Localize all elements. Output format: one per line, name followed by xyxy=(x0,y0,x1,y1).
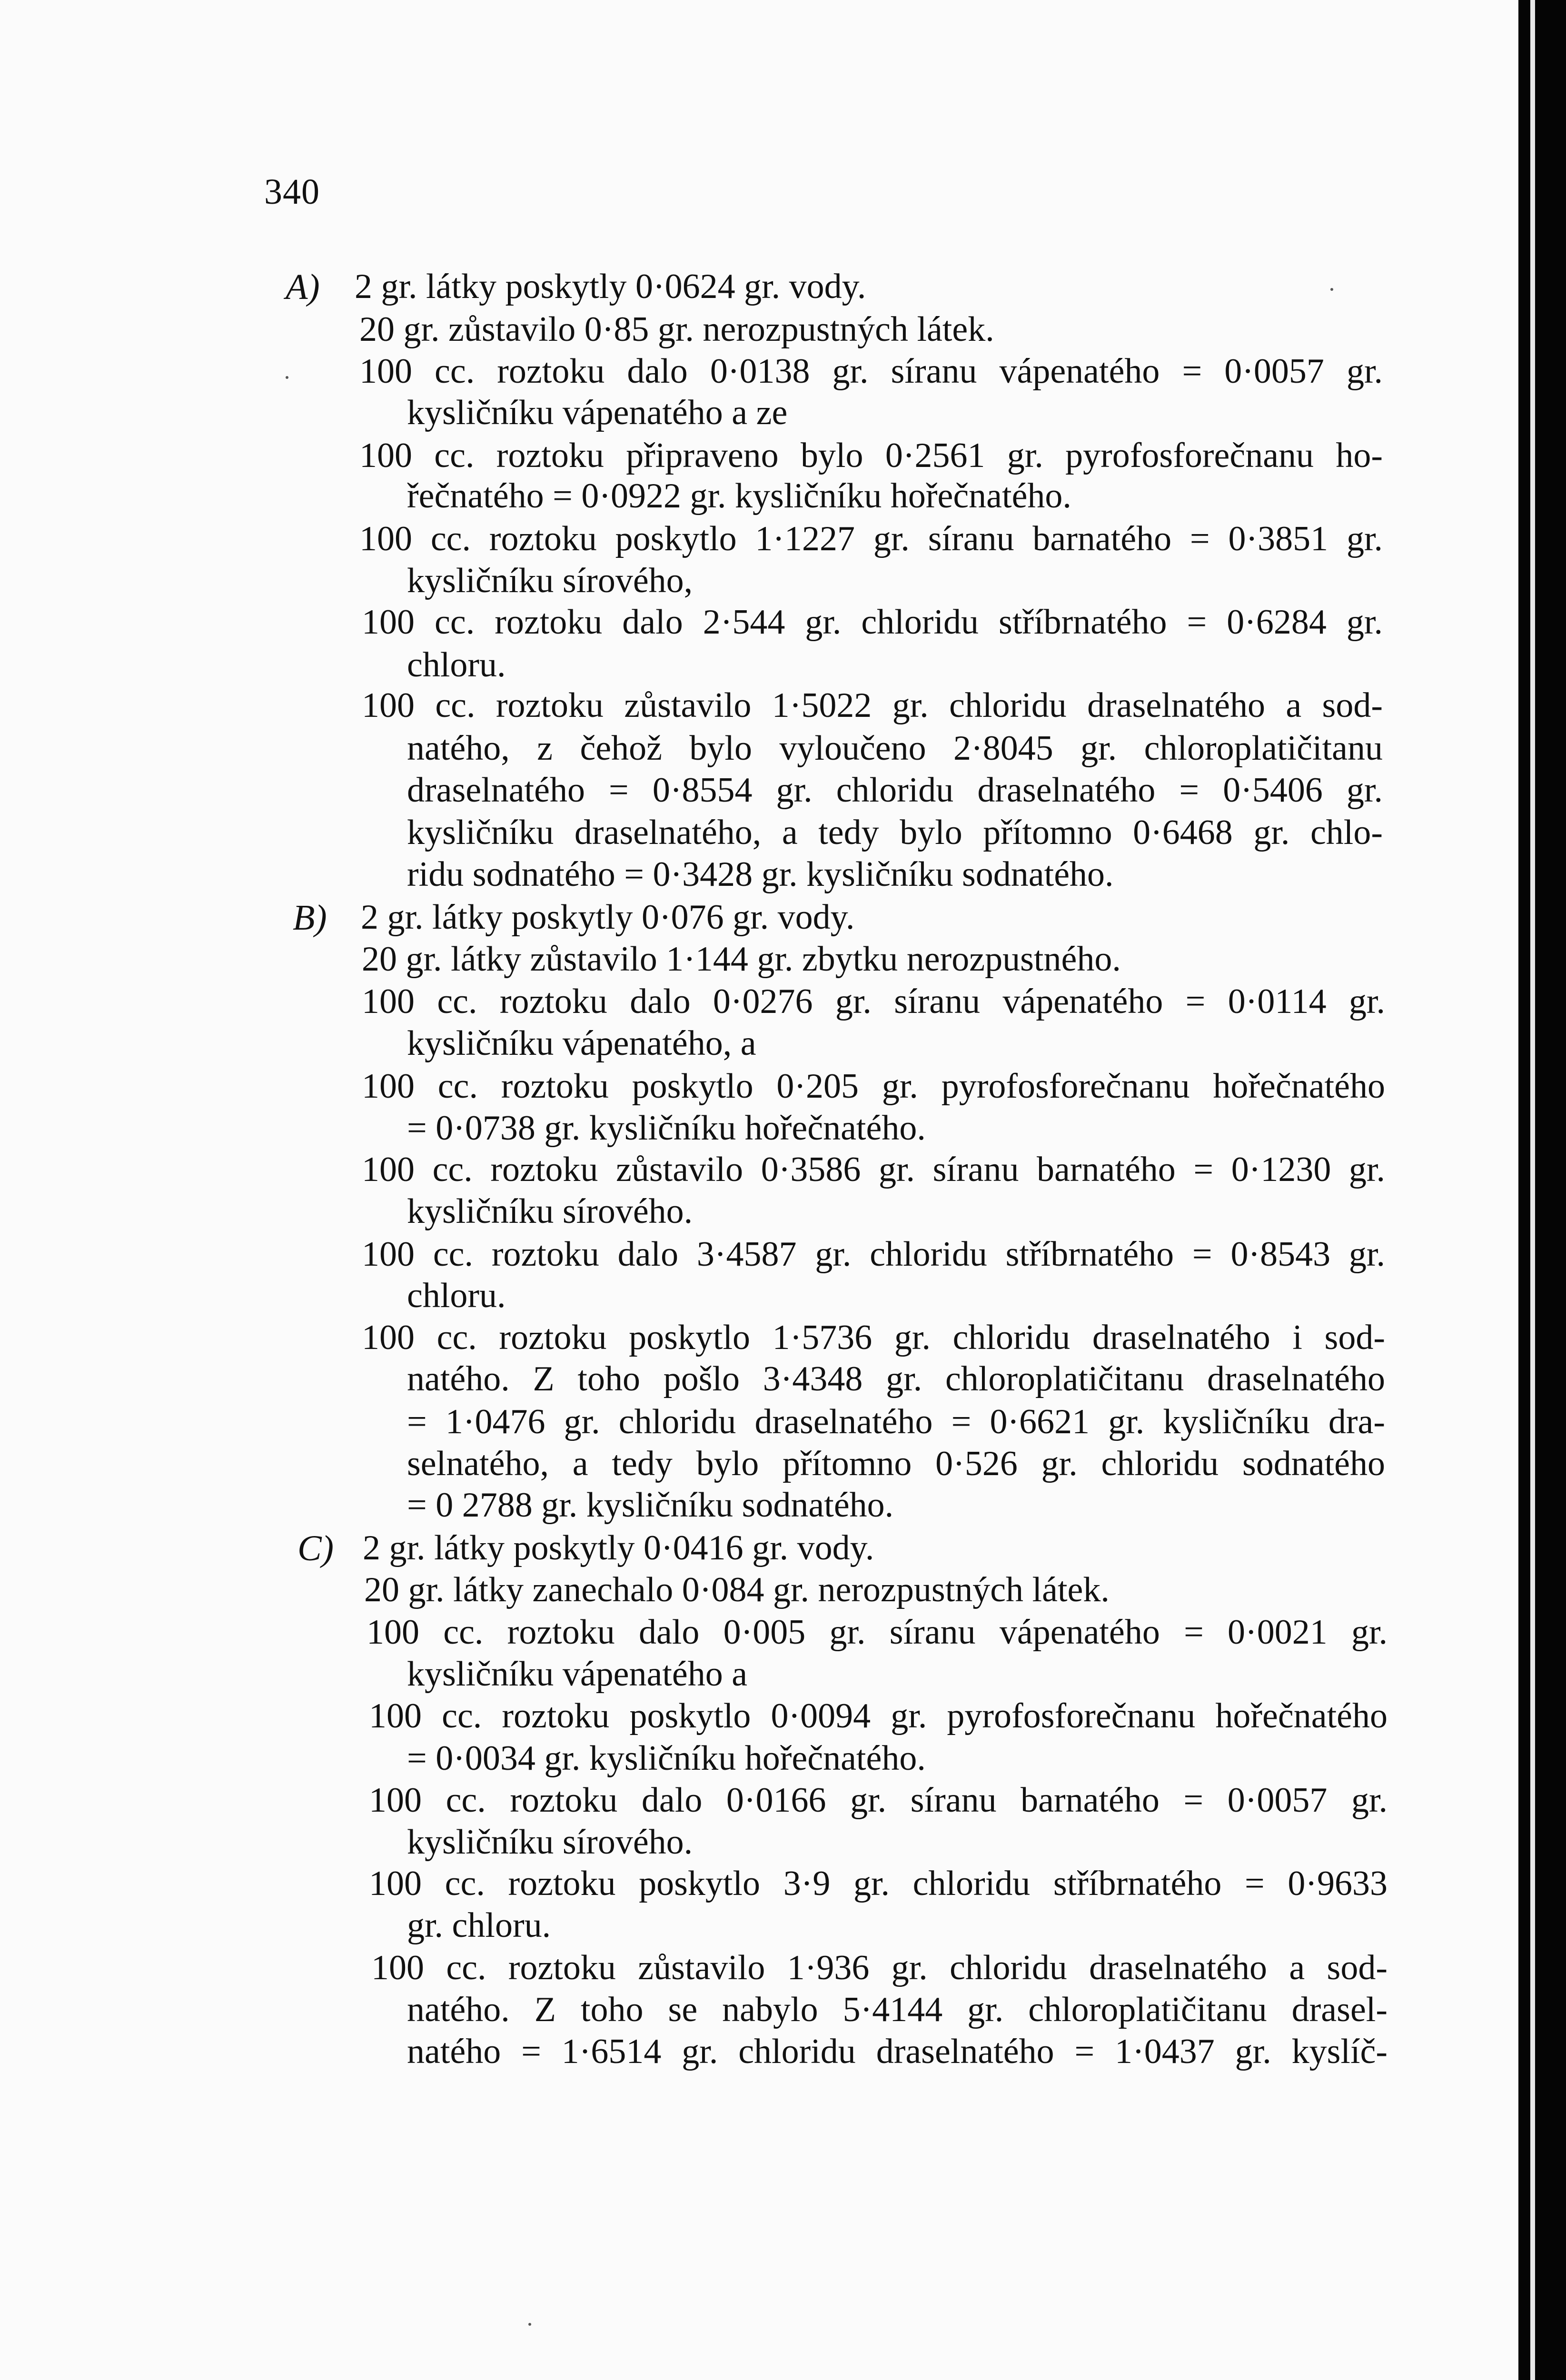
text-line: 100 cc. roztoku dalo 0·0276 gr. síranu vápenatého = 0·0114 gr. xyxy=(362,982,1385,1021)
page-number: 340 xyxy=(264,172,320,212)
text-line: kysličníku sírového. xyxy=(407,1192,693,1231)
text-line: 100 cc. roztoku poskytlo 3·9 gr. chloridu stříbrnatého = 0·9633 xyxy=(369,1864,1388,1903)
text-line: 100 cc. roztoku poskytlo 0·0094 gr. pyrofosforečnanu hořečnatého xyxy=(369,1696,1388,1735)
text-line: chloru. xyxy=(407,645,506,684)
print-speck xyxy=(286,376,288,379)
text-line: kysličníku vápenatého a ze xyxy=(407,393,788,432)
text-line: 100 cc. roztoku dalo 0·0138 gr. síranu vápenatého = 0·0057 gr. xyxy=(359,352,1383,391)
text-line: natého = 1·6514 gr. chloridu draselnatého = 1·0437 gr. kyslíč- xyxy=(407,2032,1388,2071)
section-label-b: B) xyxy=(293,898,327,938)
print-speck xyxy=(1330,288,1333,291)
text-line: natého. Z toho se nabylo 5·4144 gr. chloroplatičitanu drasel- xyxy=(407,1990,1388,2029)
text-line: = 0·0034 gr. kysličníku hořečnatého. xyxy=(407,1739,926,1778)
text-line: 100 cc. roztoku zůstavilo 1·5022 gr. chloridu draselnatého a sod- xyxy=(362,686,1383,725)
text-line: 100 cc. roztoku poskytlo 1·5736 gr. chloridu draselnatého i sod- xyxy=(362,1318,1385,1357)
text-line: = 0 2788 gr. kysličníku sodnatého. xyxy=(407,1486,894,1525)
text-line: řečnatého = 0·0922 gr. kysličníku hořečnatého. xyxy=(407,476,1071,516)
text-line: = 1·0476 gr. chloridu draselnatého = 0·6621 gr. kysličníku dra- xyxy=(407,1402,1385,1441)
text-line: kysličníku draselnatého, a tedy bylo přítomno 0·6468 gr. chlo- xyxy=(407,813,1383,852)
text-line: 100 cc. roztoku dalo 3·4587 gr. chloridu stříbrnatého = 0·8543 gr. xyxy=(362,1235,1385,1274)
scan-edge xyxy=(1518,0,1566,2380)
section-label-c: C) xyxy=(297,1528,334,1568)
text-line: 100 cc. roztoku poskytlo 1·1227 gr. síranu barnatého = 0·3851 gr. xyxy=(359,519,1383,558)
text-line: 100 cc. roztoku připraveno bylo 0·2561 gr. pyrofosforečnanu ho- xyxy=(359,436,1383,475)
text-line: 20 gr. zůstavilo 0·85 gr. nerozpustných látek. xyxy=(359,310,994,349)
text-line: = 0·0738 gr. kysličníku hořečnatého. xyxy=(407,1109,926,1148)
text-line: 100 cc. roztoku dalo 0·005 gr. síranu vápenatého = 0·0021 gr. xyxy=(367,1613,1388,1652)
text-line: kysličníku sírového, xyxy=(407,561,693,600)
text-line: ridu sodnatého = 0·3428 gr. kysličníku sodnatého. xyxy=(407,855,1114,894)
print-speck xyxy=(528,2323,531,2326)
scan-edge-line xyxy=(1530,0,1535,2380)
text-line: gr. chloru. xyxy=(407,1906,551,1945)
text-line: 100 cc. roztoku poskytlo 0·205 gr. pyrofosforečnanu hořečnatého xyxy=(362,1067,1385,1106)
text-line: 100 cc. roztoku zůstavilo 0·3586 gr. síranu barnatého = 0·1230 gr. xyxy=(362,1150,1385,1189)
text-line: chloru. xyxy=(407,1276,506,1315)
text-line: 20 gr. látky zanechalo 0·084 gr. nerozpustných látek. xyxy=(364,1570,1110,1609)
text-line: 20 gr. látky zůstavilo 1·144 gr. zbytku nerozpustného. xyxy=(362,940,1121,979)
text-line: kysličníku vápenatého a xyxy=(407,1655,748,1694)
text-line: 100 cc. roztoku dalo 0·0166 gr. síranu barnatého = 0·0057 gr. xyxy=(369,1781,1388,1820)
text-line: kysličníku vápenatého, a xyxy=(407,1024,756,1063)
text-line: kysličníku sírového. xyxy=(407,1823,693,1862)
text-line: selnatého, a tedy bylo přítomno 0·526 gr. chloridu sodnatého xyxy=(407,1444,1385,1483)
text-line: 100 cc. roztoku zůstavilo 1·936 gr. chloridu draselnatého a sod- xyxy=(371,1948,1388,1987)
section-label-a: A) xyxy=(286,267,320,307)
text-line: natého. Z toho pošlo 3·4348 gr. chloroplatičitanu draselnatého xyxy=(407,1359,1385,1398)
text-line: natého, z čehož bylo vyloučeno 2·8045 gr. chloroplatičitanu xyxy=(407,729,1383,768)
text-line: 2 gr. látky poskytly 0·076 gr. vody. xyxy=(361,898,855,937)
text-line: 2 gr. látky poskytly 0·0416 gr. vody. xyxy=(363,1528,874,1567)
text-line: draselnatého = 0·8554 gr. chloridu draselnatého = 0·5406 gr. xyxy=(407,771,1383,810)
text-line: 2 gr. látky poskytly 0·0624 gr. vody. xyxy=(355,267,866,306)
text-line: 100 cc. roztoku dalo 2·544 gr. chloridu stříbrnatého = 0·6284 gr. xyxy=(362,603,1383,642)
